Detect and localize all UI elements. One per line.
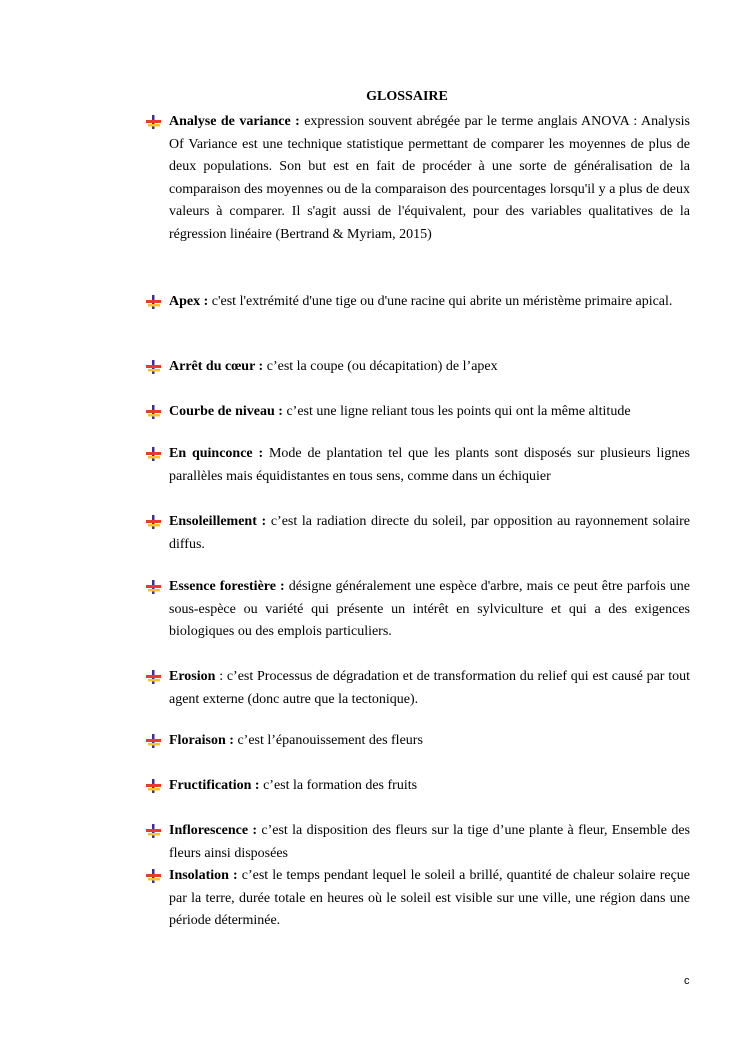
glossary-definition: c’est l’épanouissement des fleurs xyxy=(233,733,423,748)
glossary-entry-essence-forestiere xyxy=(169,576,690,644)
glossary-entry-arret-du-coeur xyxy=(169,356,690,379)
glossary-entry-analyse-de-variance xyxy=(169,111,690,247)
bullet-icon xyxy=(146,869,162,883)
page-number: c xyxy=(684,975,690,987)
glossary-entry-courbe-de-niveau xyxy=(169,401,690,424)
glossary-term: Erosion xyxy=(169,669,216,684)
glossary-entry-insolation xyxy=(169,865,690,933)
glossary-definition: Mode de plantation tel que les plants sont disposés sur plusieurs lignes parallèles mais équidistantes en tous sens, comme dans un échiquier xyxy=(169,446,691,484)
glossary-term: Apex : xyxy=(169,294,209,309)
bullet-icon xyxy=(146,734,162,748)
bullet-icon xyxy=(146,515,162,529)
bullet-icon xyxy=(146,824,162,838)
bullet-icon xyxy=(146,580,162,594)
page-title: GLOSSAIRE xyxy=(366,89,448,104)
glossary-definition: c’est la coupe (ou décapitation) de l’apex xyxy=(263,359,498,374)
glossary-definition: c’est le temps pendant lequel le soleil a brillé, quantité de chaleur solaire reçue par la terre, durée totale en heures où le soleil est visible sur une ville, une région dans une période déterminée. xyxy=(169,868,690,929)
glossary-definition: : c’est Processus de dégradation et de transformation du relief qui est causé par tout agent externe (donc autre que la tectonique). xyxy=(169,669,690,707)
glossary-term: Floraison : xyxy=(169,733,234,748)
glossary-entry-fructification xyxy=(169,775,690,798)
glossary-term: Arrêt du cœur : xyxy=(169,359,264,374)
glossary-entry-inflorescence xyxy=(169,820,690,865)
bullet-icon xyxy=(146,447,162,461)
bullet-icon xyxy=(146,779,162,793)
glossary-entry-ensoleillement xyxy=(169,511,690,556)
glossary-term: En quinconce : xyxy=(169,446,264,461)
glossary-term: Analyse de variance : xyxy=(169,114,300,129)
glossary-definition: c’est une ligne reliant tous les points qui ont la même altitude xyxy=(282,404,631,419)
glossary-entry-apex xyxy=(169,291,690,314)
glossary-term: Ensoleillement : xyxy=(169,514,267,529)
bullet-icon xyxy=(146,295,162,309)
glossary-term: Essence forestière : xyxy=(169,579,285,594)
glossary-term: Fructification : xyxy=(169,778,260,793)
bullet-icon xyxy=(146,115,162,129)
glossary-definition: c’est la radiation directe du soleil, par opposition au rayonnement solaire diffus. xyxy=(169,514,691,552)
glossary-term: Inflorescence : xyxy=(169,823,258,838)
glossary-term: Insolation : xyxy=(169,868,238,883)
glossary-definition: expression souvent abrégée par le terme anglais ANOVA : Analysis Of Variance est une technique statistique permettant de comparer les moyennes de plus de deux populations. Son but est en fait de procéder à une sorte de généralisation de la comparaison des moyennes ou de la comparaison des pourcentages lorsqu'il y a plus de deux valeurs à comparer. Il s'agit aussi de l'équivalent, pour des variables qualitatives de la régression linéaire (Bertrand & Myriam, 2015) xyxy=(169,114,690,242)
glossary-definition: désigne généralement une espèce d'arbre, mais ce peut être parfois une sous-espèce ou variété qui présente un intérêt en sylviculture et qui a des exigences biologiques ou des emplois particuliers. xyxy=(169,579,690,640)
glossary-entry-en-quinconce xyxy=(169,443,690,488)
glossary-definition: c'est l'extrémité d'une tige ou d'une racine qui abrite un méristème primaire apical. xyxy=(208,294,673,309)
bullet-icon xyxy=(146,670,162,684)
glossary-definition: c’est la formation des fruits xyxy=(259,778,418,793)
glossary-entry-floraison xyxy=(169,730,690,753)
bullet-icon xyxy=(146,360,162,374)
glossary-term: Courbe de niveau : xyxy=(169,404,283,419)
bullet-icon xyxy=(146,405,162,419)
glossary-definition: c’est la disposition des fleurs sur la tige d’une plante à fleur, Ensemble des fleurs ainsi disposées xyxy=(169,823,691,861)
glossary-entry-erosion xyxy=(169,666,690,711)
